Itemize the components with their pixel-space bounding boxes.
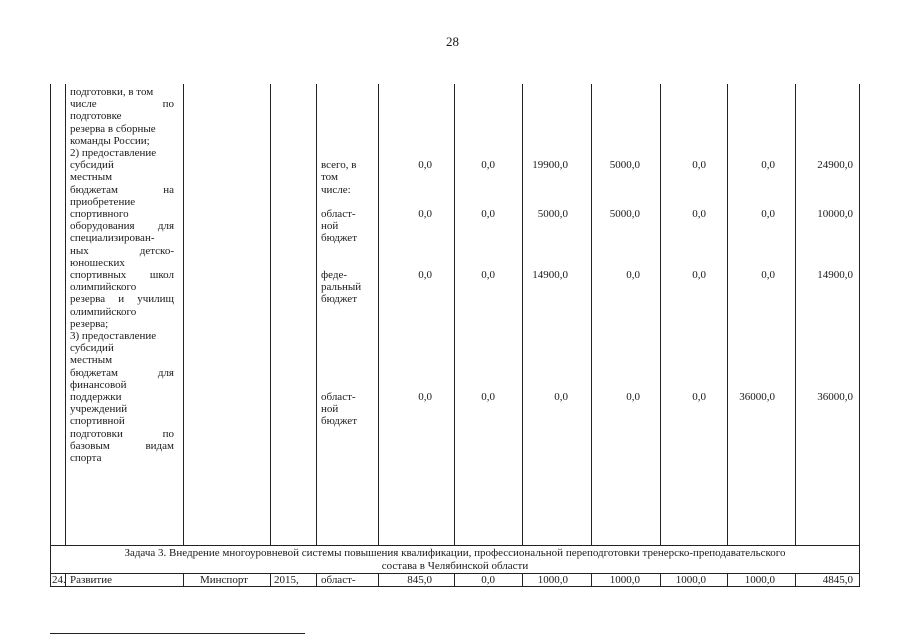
measure-text-line: базовым видам [70, 439, 174, 452]
funding-value-cell: 0,0 [761, 208, 775, 220]
funding-value-cell: 0,0 [481, 391, 495, 403]
row-value-cell: 1000,0 [537, 574, 568, 586]
funding-value-cell: 0,0 [761, 159, 775, 172]
measure-text-line: спортивного [70, 208, 129, 220]
row-value-cell: 1000,0 [609, 574, 640, 586]
funding-value-cell: 0,0 [481, 269, 495, 281]
funding-value-cell: 36000,0 [739, 391, 775, 403]
funding-source-line: бюджет [321, 232, 357, 245]
measure-text-line: финансовой [70, 378, 127, 391]
funding-source-line: том [321, 171, 338, 184]
measure-text-line: местным [70, 171, 113, 184]
row-value-cell: 1000,0 [675, 574, 706, 586]
task-header-line-2: состава в Челябинской области [381, 560, 529, 572]
row-period: 2015, [274, 574, 299, 586]
row-number: 24. [52, 574, 66, 586]
row-value-cell: 0,0 [481, 574, 495, 586]
funding-value-cell: 14900,0 [817, 269, 853, 281]
measure-text-line: 2) предоставление [70, 147, 157, 159]
funding-value-cell: 0,0 [626, 391, 640, 403]
funding-value-cell: 0,0 [761, 269, 775, 281]
funding-value-cell: 5000,0 [609, 159, 640, 172]
measure-text-line: поддержки [70, 391, 122, 403]
measure-text-line: оборудования для [70, 220, 174, 233]
funding-value-cell: 24900,0 [817, 159, 853, 172]
funding-value-cell: 5000,0 [609, 208, 640, 220]
funding-value-cell: 36000,0 [817, 391, 853, 403]
funding-source-line: числе: [321, 183, 351, 196]
measure-text-line: спортивной [70, 415, 125, 428]
measure-text-line: подготовки, в том [70, 86, 154, 98]
funding-source-line: област- [321, 391, 356, 403]
measure-text-line: команды России; [70, 134, 150, 147]
funding-source-line: ральный [321, 281, 362, 294]
funding-value-cell: 0,0 [692, 391, 706, 403]
funding-value-cell: 0,0 [418, 159, 432, 172]
funding-value-cell: 19900,0 [532, 159, 568, 172]
funding-value-cell: 0,0 [481, 208, 495, 220]
measure-text-line: бюджетам для [70, 366, 174, 379]
measure-text-line: подготовки по [70, 427, 174, 440]
page-number: 28 [446, 34, 459, 49]
measure-text-line: числе по [70, 98, 174, 111]
measure-text-line: субсидий [70, 342, 114, 355]
funding-value-cell: 14900,0 [532, 269, 568, 281]
funding-value-cell: 0,0 [418, 391, 432, 403]
measure-text-line: резерва и училищ [70, 293, 174, 306]
measure-text-line: специализирован- [70, 232, 155, 245]
funding-value-cell: 0,0 [418, 269, 432, 281]
measure-text-line: олимпийского [70, 281, 137, 294]
funding-source-line: ной [321, 220, 339, 233]
funding-value-cell: 0,0 [626, 269, 640, 281]
measure-text-line: спорта [70, 452, 102, 464]
task-header-line-1: Задача 3. Внедрение многоуровневой системы повышения квалификации, профессиональной переподготовки тренерско-преподавательского [124, 547, 786, 559]
measure-text-line: субсидий [70, 159, 114, 172]
funding-value-cell: 0,0 [692, 159, 706, 172]
funding-source-line: феде- [321, 269, 348, 281]
measure-text-line: резерва; [70, 317, 109, 330]
funding-value-cell: 0,0 [481, 159, 495, 172]
funding-value-cell: 5000,0 [537, 208, 568, 220]
measure-text-line: спортивных школ [70, 269, 174, 281]
funding-value-cell: 0,0 [418, 208, 432, 220]
row-funding-source: област- [321, 574, 356, 586]
funding-source-line: всего, в [321, 159, 357, 172]
measure-text-line: ных детско- [70, 244, 174, 257]
measure-text-line: приобретение [70, 195, 136, 208]
funding-source-line: ной [321, 403, 339, 416]
funding-value-cell: 0,0 [554, 391, 568, 403]
funding-value-cell: 0,0 [692, 208, 706, 220]
row-value-cell: 4845,0 [822, 574, 853, 586]
measure-text-line: 3) предоставление [70, 330, 157, 342]
measure-text-line: олимпийского [70, 305, 137, 318]
row-value-cell: 1000,0 [744, 574, 775, 586]
row-executor: Минспорт [200, 574, 248, 586]
measure-text-line: юношеских [70, 256, 125, 269]
measure-text-line: подготовке [70, 110, 122, 123]
measure-text-line: местным [70, 354, 113, 367]
measure-text-line: учреждений [70, 403, 128, 416]
funding-source-line: бюджет [321, 293, 357, 306]
row-value-cell: 845,0 [407, 574, 432, 586]
funding-source-line: бюджет [321, 415, 357, 428]
measure-text-line: бюджетам на [70, 183, 174, 196]
row-measure-name: Развитие [70, 574, 113, 586]
measure-text-line: резерва в сборные [70, 122, 156, 135]
funding-value-cell: 10000,0 [817, 208, 853, 220]
funding-value-cell: 0,0 [692, 269, 706, 281]
funding-source-line: област- [321, 208, 356, 220]
